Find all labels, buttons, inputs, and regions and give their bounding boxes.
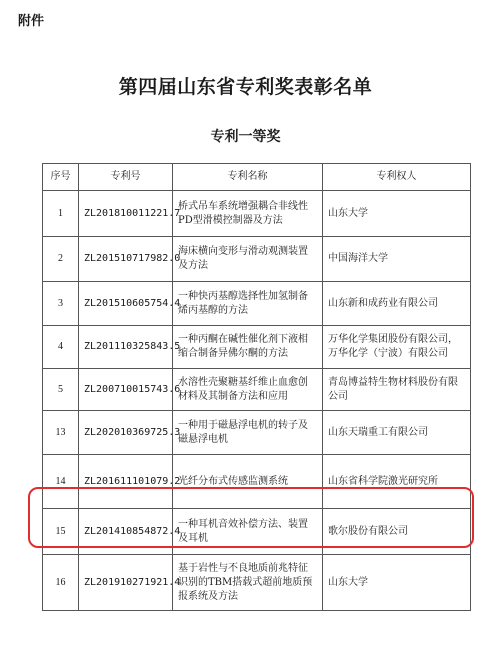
row-patent-holder: 山东大学 bbox=[323, 191, 471, 237]
row-patent-number: ZL201510717982.0 bbox=[79, 237, 173, 282]
row-index: 2 bbox=[43, 237, 79, 282]
highlight-annotation bbox=[28, 487, 474, 548]
table-row bbox=[43, 282, 471, 326]
row-patent-holder: 万华化学集团股份有限公司，万华化学（宁波）有限公司 bbox=[323, 326, 471, 369]
row-patent-name: 一种耳机音效补偿方法、装置及耳机 bbox=[173, 509, 323, 555]
table-header-row bbox=[43, 164, 471, 191]
row-index: 14 bbox=[43, 455, 79, 509]
row-patent-name: 一种用于磁悬浮电机的转子及磁悬浮电机 bbox=[173, 411, 323, 455]
row-patent-holder: 山东省科学院激光研究所 bbox=[323, 455, 471, 509]
row-patent-number: ZL201410854872.4 bbox=[79, 509, 173, 555]
row-patent-name: 一种快丙基醇选择性加氢制备烯丙基醇的方法 bbox=[173, 282, 323, 326]
row-patent-number: ZL201910271921.4 bbox=[79, 555, 173, 611]
row-patent-name: 海床横向变形与滑动观测装置及方法 bbox=[173, 237, 323, 282]
table-row bbox=[43, 555, 471, 611]
table-row bbox=[43, 411, 471, 455]
table-row bbox=[43, 369, 471, 411]
row-patent-holder: 山东新和成药业有限公司 bbox=[323, 282, 471, 326]
row-index: 13 bbox=[43, 411, 79, 455]
row-index: 4 bbox=[43, 326, 79, 369]
header-patent-name: 专利名称 bbox=[173, 164, 323, 191]
row-patent-holder: 山东大学 bbox=[323, 555, 471, 611]
row-patent-holder: 歌尔股份有限公司 bbox=[323, 509, 471, 555]
row-patent-holder: 中国海洋大学 bbox=[323, 237, 471, 282]
table-row bbox=[43, 326, 471, 369]
row-patent-name: 基于岩性与不良地质前兆特征识别的TBM搭载式超前地质预报系统及方法 bbox=[173, 555, 323, 611]
row-patent-number: ZL201110325843.5 bbox=[79, 326, 173, 369]
row-patent-name: 光纤分布式传感监测系统 bbox=[173, 455, 323, 509]
row-index: 15 bbox=[43, 509, 79, 555]
row-index: 3 bbox=[43, 282, 79, 326]
row-patent-number: ZL201510605754.4 bbox=[79, 282, 173, 326]
table-row bbox=[43, 237, 471, 282]
document-title: 第四届山东省专利奖表彰名单 bbox=[118, 76, 373, 98]
row-patent-number: ZL200710015743.6 bbox=[79, 369, 173, 411]
header-index: 序号 bbox=[43, 164, 79, 191]
row-index: 5 bbox=[43, 369, 79, 411]
row-patent-holder: 山东天瑞重工有限公司 bbox=[323, 411, 471, 455]
row-patent-name: 水溶性壳聚糖基纤维止血愈创材料及其制备方法和应用 bbox=[173, 369, 323, 411]
row-patent-number: ZL201810011221.7 bbox=[79, 191, 173, 237]
row-index: 16 bbox=[43, 555, 79, 611]
row-patent-number: ZL202010369725.3 bbox=[79, 411, 173, 455]
row-patent-name: 桥式吊车系统增强耦合非线性PD型滑模控制器及方法 bbox=[173, 191, 323, 237]
row-patent-holder: 青岛博益特生物材料股份有限公司 bbox=[323, 369, 471, 411]
row-index: 1 bbox=[43, 191, 79, 237]
row-patent-number: ZL201611101079.2 bbox=[79, 455, 173, 509]
header-patent-number: 专利号 bbox=[79, 164, 173, 191]
section-title: 专利一等奖 bbox=[210, 129, 281, 145]
attachment-label: 附件 bbox=[18, 14, 45, 29]
header-patent-holder: 专利权人 bbox=[323, 164, 471, 191]
row-patent-name: 一种丙酮在碱性催化剂下液相缩合制备异佛尔酮的方法 bbox=[173, 326, 323, 369]
table-row bbox=[43, 191, 471, 237]
